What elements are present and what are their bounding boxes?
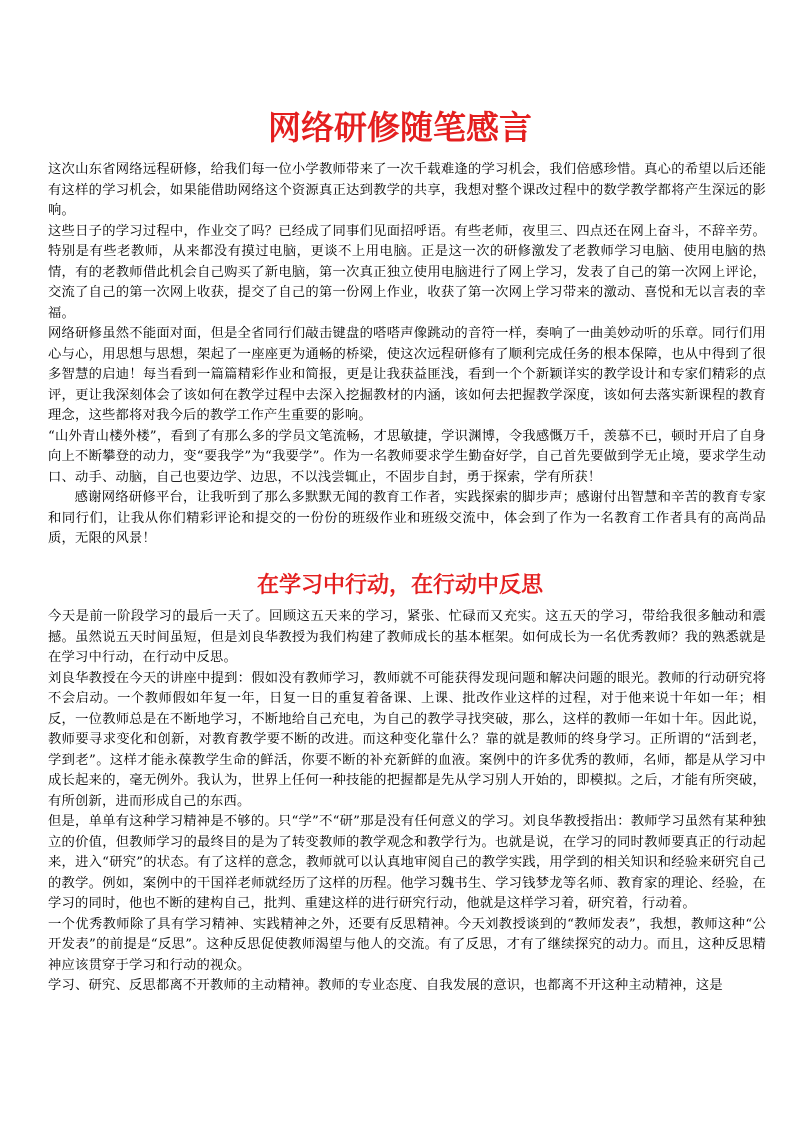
paragraph: 今天是前一阶段学习的最后一天了。回顾这五天来的学习，紧张、忙碌而又充实。这五天的学习，带给我很多触动和震撼。虽然说五天时间虽短，但是刘良华教授为我们构建了教师成长的基本框架。如何成长为一名优秀教师？我的熟悉就是在学习中行动，在行动中反思。 bbox=[48, 609, 766, 665]
paragraph: 刘良华教授在今天的讲座中提到：假如没有教师学习，教师就不可能获得发现问题和解决问题的眼光。教师的行动研究将不会启动。一个教师假如年复一年，日复一日的重复着备课、上课、批改作业这样的过程，对于他来说十年如一年；相反，一位教师总是在不断地学习，不断地给自己充电，为自己的教学寻找突破，那么，这样的教师一年如十年。因此说，教师要寻求变化和创新，对教育教学要不断的改进。而这种变化靠什么？靠的就是教师的终身学习。正所谓的“活到老，学到老”。这样才能永葆教学生命的鲜活，你要不断的补充新鲜的血液。案例中的许多优秀的教师，名师，都是从学习中成长起来的，毫无例外。我认为，世界上任何一种技能的把握都是先从学习别人开始的，即模拟。之后，才能有所突破，有所创新，进而形成自己的东西。 bbox=[48, 670, 766, 809]
paragraph: 一个优秀教师除了具有学习精神、实践精神之外，还要有反思精神。今天刘教授谈到的“教师发表”，我想，教师这种“公开发表”的前提是“反思”。这种反思促使教师渴望与他人的交流。有了反思，才有了继续探究的动力。而且，这种反思精神应该贯穿于学习和行动的视众。 bbox=[48, 916, 766, 973]
paragraph: “山外青山楼外楼”，看到了有那么多的学员文笔流畅，才思敏捷，学识渊博，令我感慨万千，羡慕不已，顿时开启了自身向上不断攀登的动力，变“要我学”为“我要学”。作为一名教师要求学生勤奋好学，自己首先要做到学无止境，要求学生动口、动手、动脑，自己也要边学、边思，不以浅尝辄止，不固步自封，勇于探索，学有所获！ bbox=[48, 428, 766, 485]
essay-section-2 bbox=[48, 607, 766, 997]
paragraph: 感谢网络研修平台，让我听到了那么多默默无闻的教育工作者，实践探索的脚步声；感谢付出智慧和辛苦的教育专家和同行们，让我从你们精彩评论和提交的一份份的班级作业和班级交流中，体会到了作为一名教育工作者具有的高尚品质，无限的风景！ bbox=[48, 490, 766, 546]
essay-section-1 bbox=[48, 160, 766, 550]
page-title: 网络研修随笔感言 bbox=[268, 108, 532, 147]
paragraph: 这些日子的学习过程中，作业交了吗？已经成了同事们见面招呼语。有些老师，夜里三、四点还在网上奋斗，不辞辛劳。特别是有些老教师，从来都没有摸过电脑，更谈不上用电脑。正是这一次的研修激发了老教师学习电脑、使用电脑的热情，有的老教师借此机会自己购买了新电脑，第一次真正独立使用电脑进行了网上学习，发表了自己的第一次网上评论，交流了自己的第一次网上收获，提交了自己的第一份网上作业，收获了第一次网上学习带来的激动、喜悦和无以言表的幸福。 bbox=[48, 223, 766, 321]
paragraph: 这次山东省网络远程研修，给我们每一位小学教师带来了一次千载难逢的学习机会，我们倍感珍惜。真心的希望以后还能有这样的学习机会，如果能借助网络这个资源真正达到教学的共享，我想对整个课改过程中的数学教学都将产生深远的影响。 bbox=[48, 162, 766, 218]
section-title: 在学习中行动，在行动中反思 bbox=[256, 572, 543, 598]
paragraph: 学习、研究、反思都离不开教师的主动精神。教师的专业态度、自我发展的意识，也都离不开这种主动精神，这是 bbox=[48, 978, 723, 993]
paragraph: 但是，单单有这种学习精神是不够的。只“学”不“研”那是没有任何意义的学习。刘良华教授指出：教师学习虽然有某种独立的价值，但教师学习的最终目的是为了转变教师的教学观念和教学行为。也就是说，在学习的同时教师要真正的行动起来，进入“研究”的状态。有了这样的意念，教师就可以认真地审阅自己的教学实践，用学到的相关知识和经验来研究自己的教学。例如，案例中的干国祥老师就经历了这样的历程。他学习魏书生、学习钱梦龙等名师、教育家的理论、经验，在学习的同时，他也不断的建构自己，批判、重建这样的进行研究行动，他就是这样学习着，研究着，行动着。 bbox=[48, 814, 766, 911]
paragraph: 网络研修虽然不能面对面，但是全省同行们敲击键盘的嗒嗒声像跳动的音符一样，奏响了一曲美妙动听的乐章。同行们用心与心，用思想与思想，架起了一座座更为通畅的桥梁，使这次远程研修有了顺利完成任务的根本保障，也从中得到了很多智慧的启迪！每当看到一篇篇精彩作业和简报，更是让我获益匪浅，看到一个个新颖详实的教学设计和专家们精彩的点评，更让我深刻体会了该如何在教学过程中去深入挖掘教材的内涵，该如何去把握教学深度，该如何去落实新课程的教育理念，这些都将对我今后的教学工作产生重要的影响。 bbox=[48, 326, 766, 423]
